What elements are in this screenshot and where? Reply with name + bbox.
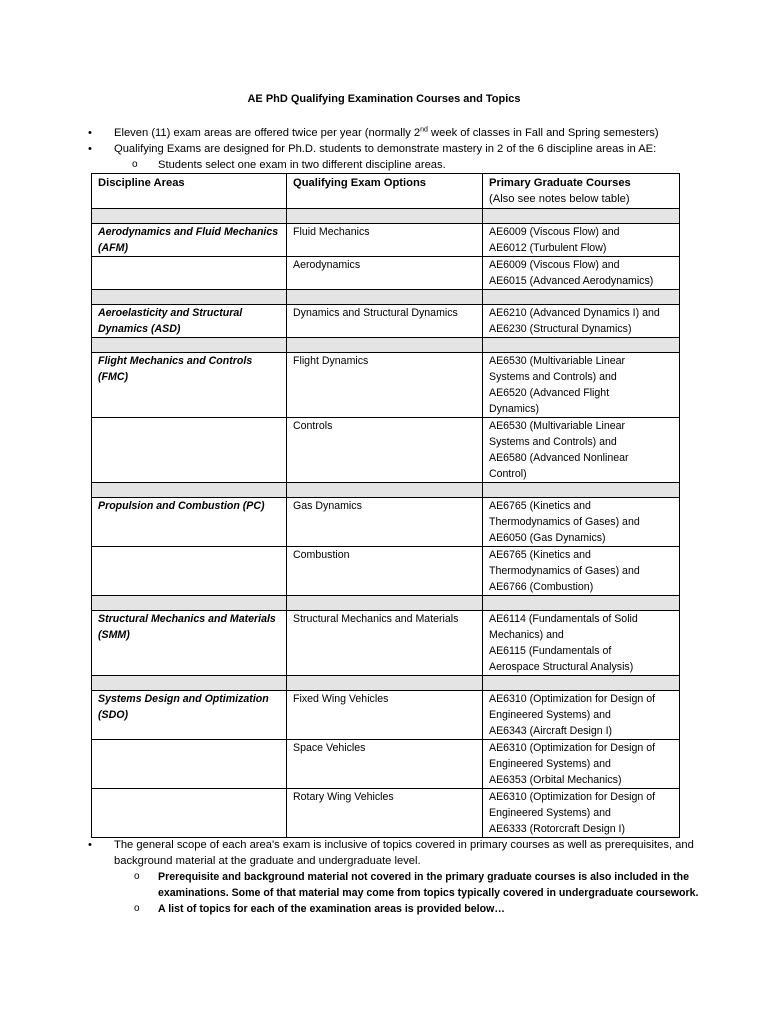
bullet-text-cont: week of classes in Fall and Spring semesters) (427, 127, 659, 139)
spacer-cell (483, 209, 680, 224)
spacer-cell (483, 596, 680, 611)
exam-option-cell: Dynamics and Structural Dynamics (287, 305, 483, 338)
header-exam-options: Qualifying Exam Options (287, 174, 483, 209)
graduate-courses-cell (483, 691, 680, 740)
spacer-cell (483, 338, 680, 353)
discipline-area-cell (92, 789, 287, 838)
course-line: Systems and Controls) and (489, 436, 617, 448)
exam-option-cell: Structural Mechanics and Materials (287, 611, 483, 676)
course-line: AE6210 (Advanced Dynamics I) and (489, 307, 660, 319)
exam-table (91, 173, 680, 838)
exam-option-cell: Flight Dynamics (287, 353, 483, 418)
spacer-cell (287, 676, 483, 691)
table-row (92, 789, 680, 838)
course-line: AE6353 (Orbital Mechanics) (489, 774, 622, 786)
spacer-cell (287, 483, 483, 498)
course-line: AE6230 (Structural Dynamics) (489, 323, 632, 335)
spacer-cell (287, 338, 483, 353)
spacer-cell (92, 676, 287, 691)
discipline-area-cell (92, 257, 287, 290)
course-line: AE6310 (Optimization for Design of (489, 693, 656, 705)
discipline-area-cell (92, 418, 287, 483)
graduate-courses-cell (483, 547, 680, 596)
page-title: AE PhD Qualifying Examination Courses and Topics (247, 93, 521, 105)
spacer-cell (483, 483, 680, 498)
exam-option-cell: Aerodynamics (287, 257, 483, 290)
spacer-cell (287, 596, 483, 611)
header-courses-label: Primary Graduate Courses (489, 177, 631, 189)
course-line: AE6015 (Advanced Aerodynamics) (489, 275, 654, 287)
table-row (92, 418, 680, 483)
exam-option-cell: Controls (287, 418, 483, 483)
exam-option-cell: Combustion (287, 547, 483, 596)
exam-option-cell: Fixed Wing Vehicles (287, 691, 483, 740)
course-line: AE6114 (Fundamentals of Solid (489, 613, 638, 625)
course-line: AE6530 (Multivariable Linear (489, 355, 626, 367)
course-line: AE6333 (Rotorcraft Design I) (489, 823, 626, 835)
graduate-courses-cell (483, 611, 680, 676)
notes-section (88, 837, 738, 917)
course-line: AE6310 (Optimization for Design of (489, 791, 656, 803)
table-row (92, 353, 680, 418)
intro-bullets (88, 125, 738, 173)
discipline-area-cell: Systems Design and Optimization (SDO) (92, 691, 287, 740)
graduate-courses-cell (483, 740, 680, 789)
discipline-area-cell (92, 547, 287, 596)
spacer-cell (287, 209, 483, 224)
discipline-area-cell: Propulsion and Combustion (PC) (92, 498, 287, 547)
table-row (92, 611, 680, 676)
spacer-row (92, 596, 680, 611)
graduate-courses-cell (483, 224, 680, 257)
table-row (92, 740, 680, 789)
spacer-cell (483, 676, 680, 691)
table-row (92, 547, 680, 596)
course-line: AE6012 (Turbulent Flow) (489, 242, 607, 254)
exam-option-cell: Rotary Wing Vehicles (287, 789, 483, 838)
graduate-courses-cell (483, 418, 680, 483)
course-line: AE6050 (Gas Dynamics) (489, 532, 606, 544)
course-line: Dynamics) (489, 403, 540, 415)
spacer-row (92, 290, 680, 305)
table-row (92, 498, 680, 547)
graduate-courses-cell (483, 257, 680, 290)
spacer-cell (92, 290, 287, 305)
course-line: Thermodynamics of Gases) and (489, 565, 640, 577)
exam-option-cell: Fluid Mechanics (287, 224, 483, 257)
course-line: AE6520 (Advanced Flight (489, 387, 610, 399)
table-header-row (92, 174, 680, 209)
spacer-cell (92, 596, 287, 611)
course-line: AE6765 (Kinetics and (489, 549, 591, 561)
header-courses-note: (Also see notes below table) (489, 193, 630, 205)
intro-bullet-exam-areas (88, 125, 738, 141)
course-line: Control) (489, 468, 527, 480)
exam-option-cell: Space Vehicles (287, 740, 483, 789)
course-line: Systems and Controls) and (489, 371, 617, 383)
course-line: Mechanics) and (489, 629, 564, 641)
spacer-cell (92, 483, 287, 498)
table-row (92, 305, 680, 338)
discipline-area-cell: Aerodynamics and Fluid Mechanics (AFM) (92, 224, 287, 257)
course-line: Engineered Systems) and (489, 758, 611, 770)
table-row (92, 224, 680, 257)
course-line: AE6115 (Fundamentals of (489, 645, 612, 657)
graduate-courses-cell (483, 305, 680, 338)
exam-option-cell: Gas Dynamics (287, 498, 483, 547)
course-line: AE6310 (Optimization for Design of (489, 742, 656, 754)
graduate-courses-cell (483, 353, 680, 418)
course-line: AE6009 (Viscous Flow) and (489, 259, 620, 271)
header-graduate-courses (483, 174, 680, 209)
spacer-cell (92, 338, 287, 353)
course-line: Aerospace Structural Analysis) (489, 661, 634, 673)
course-line: Thermodynamics of Gases) and (489, 516, 640, 528)
spacer-row (92, 209, 680, 224)
exam-table-body (92, 209, 680, 838)
discipline-area-cell: Aeroelasticity and Structural Dynamics (ASD) (92, 305, 287, 338)
spacer-row (92, 483, 680, 498)
spacer-row (92, 338, 680, 353)
intro-sub-bullet: o Students select one exam in two different discipline areas. (88, 157, 738, 173)
note-scope: • The general scope of each area's exam is inclusive of topics covered in primary courses as well as prerequisites, and background material at the graduate and undergraduate level. (88, 837, 738, 869)
course-line: Engineered Systems) and (489, 807, 611, 819)
discipline-area-cell: Flight Mechanics and Controls (FMC) (92, 353, 287, 418)
header-discipline-areas: Discipline Areas (92, 174, 287, 209)
course-line: AE6530 (Multivariable Linear (489, 420, 626, 432)
discipline-area-cell (92, 740, 287, 789)
course-line: AE6766 (Combustion) (489, 581, 594, 593)
spacer-cell (92, 209, 287, 224)
graduate-courses-cell (483, 498, 680, 547)
ordinal-suffix: nd (420, 126, 428, 134)
table-row (92, 257, 680, 290)
course-line: AE6765 (Kinetics and (489, 500, 591, 512)
intro-bullet-design: • Qualifying Exams are designed for Ph.D. students to demonstrate mastery in 2 of the 6 discipline areas in AE: (88, 141, 738, 157)
spacer-cell (483, 290, 680, 305)
course-line: AE6343 (Aircraft Design I) (489, 725, 613, 737)
course-line: AE6580 (Advanced Nonlinear (489, 452, 629, 464)
course-line: Engineered Systems) and (489, 709, 611, 721)
table-row (92, 691, 680, 740)
discipline-area-cell: Structural Mechanics and Materials (SMM) (92, 611, 287, 676)
note-topics-list: o A list of topics for each of the examination areas is provided below… (88, 901, 738, 917)
spacer-cell (287, 290, 483, 305)
spacer-row (92, 676, 680, 691)
graduate-courses-cell (483, 789, 680, 838)
course-line: AE6009 (Viscous Flow) and (489, 226, 620, 238)
bullet-text: Eleven (11) exam areas are offered twice per year (normally 2 (114, 127, 421, 139)
note-prerequisites: o Prerequisite and background material not covered in the primary graduate courses is also included in the examinations. Some of that material may come from topics typically covered in undergraduate coursework. (88, 869, 738, 901)
